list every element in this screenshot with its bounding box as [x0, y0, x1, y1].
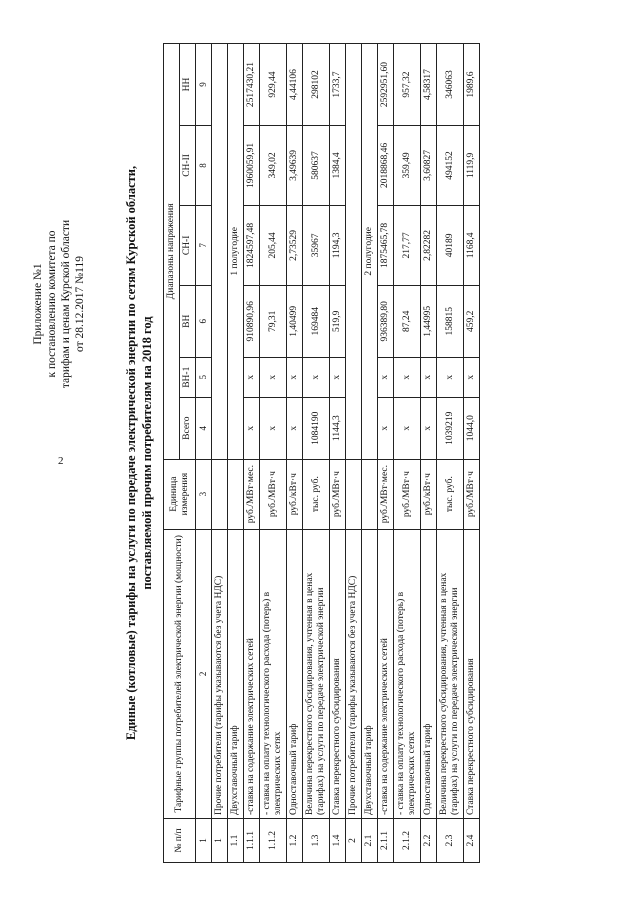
- value-total: 1044,0: [464, 397, 480, 459]
- value-vn: 87,24: [394, 285, 421, 357]
- row-number: 1.3: [303, 818, 330, 862]
- value-nn: 4,44106: [287, 43, 303, 125]
- row-number: 1.1.1: [244, 818, 260, 862]
- header-vn1: ВН-1: [180, 357, 196, 397]
- value-sn2: 2018868,46: [378, 125, 394, 205]
- table-row: [303, 43, 330, 862]
- unit-cell: тыс. руб.: [437, 459, 464, 529]
- value-nn: 929,44: [260, 43, 287, 125]
- value-vn1: х: [437, 357, 464, 397]
- value-vn: 158815: [437, 285, 464, 357]
- value-total: х: [421, 397, 437, 459]
- value-total: 1039219: [437, 397, 464, 459]
- row-number: 1: [212, 818, 228, 862]
- row-number: 2.3: [437, 818, 464, 862]
- header-sn2: СН-II: [180, 125, 196, 205]
- section-title: Прочие потребители (тарифы указываются без учета НДС): [346, 529, 362, 818]
- empty-cell: [346, 43, 362, 459]
- header-no: № п/п: [164, 818, 196, 862]
- unit-cell: руб./МВт·ч: [330, 459, 346, 529]
- value-sn2: 3,60827: [421, 125, 437, 205]
- value-nn: 4,58317: [421, 43, 437, 125]
- column-number: 7: [196, 205, 212, 285]
- row-number: 1.1.2: [260, 818, 287, 862]
- value-sn2: 580637: [303, 125, 330, 205]
- empty-cell: [346, 459, 362, 529]
- tariff-group-name: - ставка на оплату технологического расхода (потерь) в электрических сетях: [260, 529, 287, 818]
- tariff-group-name: -ставка на содержание электрических сетей: [378, 529, 394, 818]
- unit-cell: руб./МВт·мес.: [244, 459, 260, 529]
- table-row: [228, 43, 244, 862]
- value-total: х: [244, 397, 260, 459]
- value-vn: 519,9: [330, 285, 346, 357]
- table-body: [212, 43, 480, 862]
- document-title: [123, 61, 155, 845]
- header-total: Всего: [180, 397, 196, 459]
- value-vn: 79,31: [260, 285, 287, 357]
- column-number: 5: [196, 357, 212, 397]
- value-sn1: 217,77: [394, 205, 421, 285]
- value-sn2: 1384,4: [330, 125, 346, 205]
- value-nn: 298102: [303, 43, 330, 125]
- appendix-line: к постановлению комитета по: [46, 230, 58, 377]
- empty-cell: [212, 459, 228, 529]
- tariff-table: [163, 43, 480, 863]
- period-label: 2 полугодие: [362, 43, 378, 459]
- value-sn1: 2,73529: [287, 205, 303, 285]
- table-row: [244, 43, 260, 862]
- value-vn1: х: [260, 357, 287, 397]
- tariff-group-name: -ставка на содержание электрических сетей: [244, 529, 260, 818]
- value-vn: 459,2: [464, 285, 480, 357]
- value-vn1: х: [244, 357, 260, 397]
- value-vn: 1,44995: [421, 285, 437, 357]
- unit-cell: руб./кВт·ч: [287, 459, 303, 529]
- value-sn1: 2,82282: [421, 205, 437, 285]
- empty-cell: [228, 459, 244, 529]
- section-title: Двухставочный тариф: [362, 529, 378, 818]
- tariff-group-name: Ставка перекрестного субсидирования: [330, 529, 346, 818]
- unit-cell: руб./МВт·ч: [260, 459, 287, 529]
- empty-cell: [212, 43, 228, 459]
- value-sn1: 1875465,78: [378, 205, 394, 285]
- value-vn1: х: [303, 357, 330, 397]
- value-vn: 1,40499: [287, 285, 303, 357]
- column-number: 4: [196, 397, 212, 459]
- value-sn1: 1194,3: [330, 205, 346, 285]
- appendix-block: [31, 189, 87, 419]
- row-number: 2.1.2: [394, 818, 421, 862]
- header-unit: Единица измерения: [164, 459, 196, 529]
- value-nn: 2517430,21: [244, 43, 260, 125]
- column-number: 2: [196, 529, 212, 818]
- value-vn: 910890,96: [244, 285, 260, 357]
- title-line: поставляемой прочим потребителям на 2018 год: [140, 315, 154, 590]
- header-group: Тарифные группы потребителей электрической энергии (мощности): [164, 529, 196, 818]
- unit-cell: руб./МВт·мес.: [378, 459, 394, 529]
- table-row: [212, 43, 228, 862]
- value-total: 1084190: [303, 397, 330, 459]
- table-row: [378, 43, 394, 862]
- table-row: [394, 43, 421, 862]
- page-number: 2: [58, 455, 64, 467]
- value-vn: 169484: [303, 285, 330, 357]
- period-label: 1 полугодие: [228, 43, 244, 459]
- rotated-page: [23, 21, 617, 885]
- value-sn2: 1119,9: [464, 125, 480, 205]
- table-row: [287, 43, 303, 862]
- row-number: 1.1: [228, 818, 244, 862]
- row-number: 2.1.1: [378, 818, 394, 862]
- row-number: 1.4: [330, 818, 346, 862]
- value-sn1: 1824597,48: [244, 205, 260, 285]
- row-number: 2.1: [362, 818, 378, 862]
- value-nn: 346063: [437, 43, 464, 125]
- row-number: 1.2: [287, 818, 303, 862]
- unit-cell: руб./кВт·ч: [421, 459, 437, 529]
- header-vn: ВН: [180, 285, 196, 357]
- unit-cell: тыс. руб.: [303, 459, 330, 529]
- value-sn1: 35967: [303, 205, 330, 285]
- value-nn: 1989,6: [464, 43, 480, 125]
- table-row: [346, 43, 362, 862]
- column-number: 3: [196, 459, 212, 529]
- value-sn2: 494152: [437, 125, 464, 205]
- table-row: [330, 43, 346, 862]
- header-ranges: Диапазоны напряжения: [164, 43, 180, 459]
- value-sn2: 359,49: [394, 125, 421, 205]
- appendix-line: от 28.12.2017 №119: [74, 255, 86, 352]
- column-number: 8: [196, 125, 212, 205]
- header-sn1: СН-I: [180, 205, 196, 285]
- value-nn: 957,32: [394, 43, 421, 125]
- row-number: 2.2: [421, 818, 437, 862]
- table-row: [421, 43, 437, 862]
- section-title: Двухставочный тариф: [228, 529, 244, 818]
- value-vn1: х: [464, 357, 480, 397]
- header-nn: НН: [180, 43, 196, 125]
- column-number: 6: [196, 285, 212, 357]
- column-number: 9: [196, 43, 212, 125]
- value-sn2: 3,49639: [287, 125, 303, 205]
- value-vn1: х: [287, 357, 303, 397]
- unit-cell: руб./МВт·ч: [464, 459, 480, 529]
- row-number: 2: [346, 818, 362, 862]
- value-vn1: х: [394, 357, 421, 397]
- empty-cell: [362, 459, 378, 529]
- value-vn1: х: [330, 357, 346, 397]
- column-number: 1: [196, 818, 212, 862]
- value-vn1: х: [421, 357, 437, 397]
- value-total: х: [378, 397, 394, 459]
- unit-cell: руб./МВт·ч: [394, 459, 421, 529]
- value-vn: 936389,80: [378, 285, 394, 357]
- table-row: [260, 43, 287, 862]
- value-nn: 2592951,60: [378, 43, 394, 125]
- value-sn2: 349,02: [260, 125, 287, 205]
- table-row: [362, 43, 378, 862]
- value-total: х: [260, 397, 287, 459]
- value-total: х: [394, 397, 421, 459]
- value-nn: 1733,7: [330, 43, 346, 125]
- appendix-line: тарифам и ценам Курской области: [60, 219, 72, 388]
- tariff-group-name: - ставка на оплату технологического расхода (потерь) в электрических сетях: [394, 529, 421, 818]
- tariff-group-name: Одноставочный тариф: [287, 529, 303, 818]
- value-sn1: 205,44: [260, 205, 287, 285]
- tariff-group-name: Одноставочный тариф: [421, 529, 437, 818]
- value-vn1: х: [378, 357, 394, 397]
- value-sn2: 1960059,91: [244, 125, 260, 205]
- tariff-group-name: Ставка перекрестного субсидирования: [464, 529, 480, 818]
- row-number: 2.4: [464, 818, 480, 862]
- value-total: х: [287, 397, 303, 459]
- table-row: [437, 43, 464, 862]
- tariff-group-name: Величина перекрестного субсидирования, учтенная в ценах (тарифах) на услуги по передаче электрической энергии: [303, 529, 330, 818]
- title-line: Единые (котловые) тарифы на услуги по передаче электрической энергии по сетям Курской области,: [124, 165, 138, 740]
- section-title: Прочие потребители (тарифы указываются без учета НДС): [212, 529, 228, 818]
- value-total: 1144,3: [330, 397, 346, 459]
- tariff-group-name: Величина перекрестного субсидирования, учтенная в ценах (тарифах) на услуги по передаче электрической энергии: [437, 529, 464, 818]
- appendix-line: Приложение №1: [32, 262, 44, 345]
- value-sn1: 40189: [437, 205, 464, 285]
- value-sn1: 1168,4: [464, 205, 480, 285]
- table-row: [464, 43, 480, 862]
